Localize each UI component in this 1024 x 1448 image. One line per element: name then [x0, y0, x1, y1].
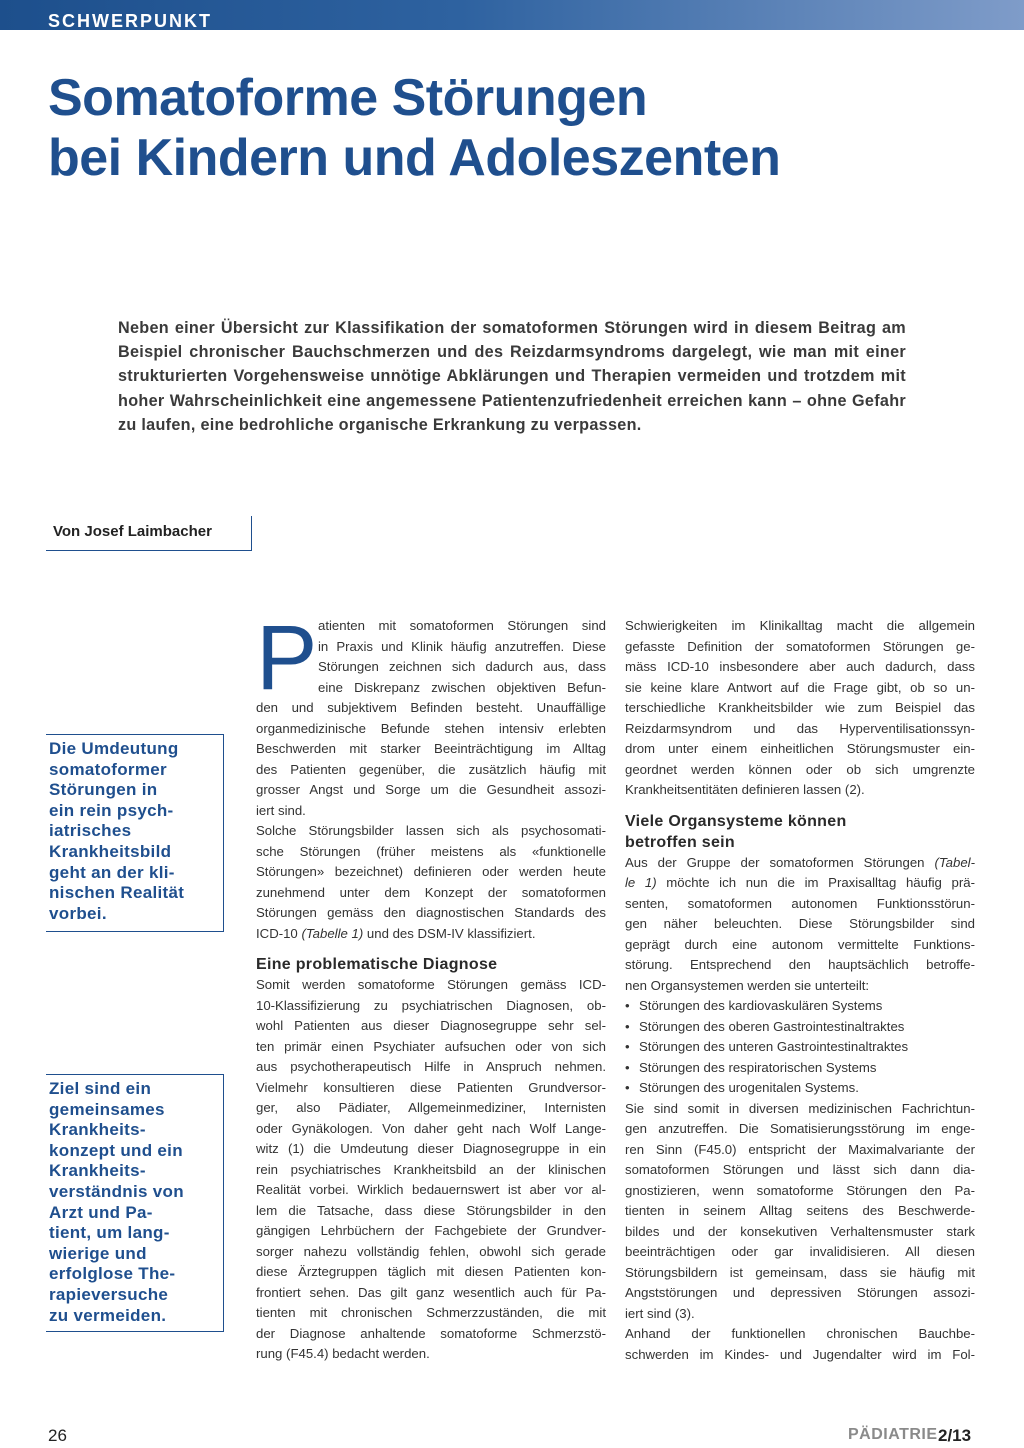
- text-line: rein psychiatrisches Krankheitsbild an der klinischen: [256, 1161, 606, 1177]
- text-line: Solche Störungsbilder lassen sich als psychosomati-: [256, 823, 606, 838]
- pull-quote-line: verständnis von: [49, 1181, 184, 1201]
- text-line: [625, 873, 975, 894]
- pull-quote-line: vorbei.: [49, 903, 107, 923]
- pull-quote-line: Krankheitsbild: [49, 841, 172, 861]
- text-line: schwerden im Kindes- und Jugendalter wird im Fol-: [625, 1346, 975, 1362]
- list-item-text: Störungen des unteren Gastrointestinaltraktes: [639, 1039, 909, 1054]
- text-line: nen Organsystemen werden sie unterteilt:: [625, 977, 870, 993]
- text-line: [256, 924, 606, 945]
- text-line: in Praxis und Klinik häufig anzutreffen. Diese: [318, 638, 606, 654]
- paragraph: [625, 1324, 975, 1365]
- pull-quote-line: geht an der kli-: [49, 862, 175, 882]
- subheading: Viele Organsysteme können: [625, 812, 847, 830]
- text-line: iert sind.: [256, 802, 306, 818]
- text-line: ger, also Pädiater, Allgemeinmediziner, Internisten: [256, 1100, 606, 1115]
- pull-quote-line: iatrisches: [49, 821, 132, 841]
- subheading: betroffen sein: [625, 833, 735, 851]
- text-line: eine Diskrepanz zwischen objektiven Befun-: [318, 679, 606, 695]
- text-line: Beschwerden mit starker Beeinträchtigung im Alltag: [256, 741, 606, 756]
- list-item: [625, 996, 975, 1017]
- text-line: sie keine klare Antwort auf die Frage gibt, ob so un-: [625, 679, 975, 695]
- text-line: wohl Patienten aus dieser Diagnosegruppe sehr sel-: [256, 1018, 606, 1033]
- text-line: Krankheitsentitäten definieren lassen (2).: [625, 782, 865, 797]
- text-line: gen näher beleuchten. Diese Störungsbilder sind: [625, 916, 975, 931]
- author-byline: Von Josef Laimbacher: [53, 523, 212, 540]
- text-line: mäss ICD-10 insbesondere aber auch dadurch, dass: [625, 659, 975, 674]
- list-item-text: Störungen des kardiovaskulären Systems: [639, 998, 883, 1013]
- spacer: [256, 944, 606, 950]
- text-line: gnostizieren, wenn somatoforme Störungen den Pa-: [625, 1182, 975, 1198]
- pull-quote: [46, 1074, 224, 1332]
- text-run: Aus der Gruppe der somatoformen Störungen: [625, 854, 935, 870]
- pull-quote-line: ein rein psych-: [49, 800, 174, 820]
- text-line: rung (F45.4) bedacht werden.: [256, 1346, 430, 1361]
- text-line: Störungen gemäss den diagnostischen Standards des: [256, 905, 606, 920]
- text-line: Realität vorbei. Wirklich bedauernswert ist aber vor al-: [256, 1182, 606, 1197]
- text-line: atienten mit somatoformen Störungen sind: [318, 618, 606, 633]
- title-line: Somatoforme Störungen: [48, 69, 648, 127]
- text-line: organmedizinische Befunde stehen intensiv erlebten: [256, 720, 606, 736]
- section-label: SCHWERPUNKT: [48, 11, 212, 31]
- journal-name: PÄDIATRIE: [848, 1426, 938, 1443]
- text-line: geordnet werden können oder ob sich umgrenzte: [625, 761, 975, 777]
- text-line: Angststörungen und depressiven Störungen assozi-: [625, 1285, 975, 1300]
- text-line: drom unter einem einheitlichen Störungsmuster ein-: [625, 741, 975, 756]
- article-title: [48, 68, 988, 188]
- text-line: tienten in seinem Alltag seitens des Beschwerde-: [625, 1203, 975, 1218]
- text-line: beeinträchtigen oder gar invalidisieren. All diesen: [625, 1244, 975, 1259]
- text-line: Reizdarmsyndrom und das Hyperventilisationssyn-: [625, 720, 975, 736]
- pull-quote: [46, 734, 224, 932]
- text-line: ren Sinn (F45.0) entspricht der Maximalvariante der: [625, 1141, 975, 1157]
- list-item-text: Störungen des oberen Gastrointestinaltraktes: [639, 1018, 905, 1034]
- text-line: Anhand der funktionellen chronischen Bauchbe-: [625, 1326, 975, 1341]
- table-reference: le 1): [625, 875, 657, 890]
- spacer: [625, 801, 975, 807]
- body-column-right: [625, 616, 975, 1365]
- text-line: gen anzutreffen. Die Somatisierungsstörung im enge-: [625, 1121, 975, 1136]
- list-item-text: Störungen des respiratorischen Systems: [639, 1059, 877, 1075]
- text-line: geprägt durch eine autonom vermittelte Funktions-: [625, 936, 975, 952]
- pull-quote-line: gemeinsames: [49, 1099, 165, 1119]
- text-line: sche Störungen (früher meistens als «funktionelle: [256, 843, 606, 859]
- text-line: Schwierigkeiten im Klinikalltag macht die allgemein: [625, 618, 975, 633]
- bullet-icon: •: [625, 1039, 630, 1054]
- text-line: Sie sind somit in diversen medizinischen Fachrichtun-: [625, 1100, 975, 1116]
- paragraph: [625, 1099, 975, 1304]
- text-line: Störungen» bezeichnet) definieren oder werden heute: [256, 864, 606, 879]
- bullet-icon: •: [625, 1080, 630, 1095]
- text-line: störung. Entsprechend den hauptsächlich betroffe-: [625, 957, 975, 972]
- section-bar: [0, 0, 1024, 30]
- text-line: terschiedliche Krankheitsbilder wie zum Beispiel das: [625, 700, 975, 715]
- list-item: [625, 1058, 975, 1079]
- paragraph: [625, 894, 975, 976]
- paragraph: [256, 821, 606, 924]
- pull-quote-line: nischen Realität: [49, 883, 185, 903]
- title-line: bei Kindern und Adoleszenten: [48, 129, 781, 187]
- list-item: [625, 1017, 975, 1038]
- text-line: zunehmend unter dem Konzept der somatoformen: [256, 884, 606, 900]
- pull-quote-line: tient, um lang-: [49, 1223, 170, 1243]
- text-line: diese Ärztegruppen täglich mit diesen Patienten kon-: [256, 1264, 606, 1279]
- table-reference: (Tabelle 1): [301, 925, 364, 941]
- text-line: 10-Klassifizierung zu psychiatrischen Diagnosen, ob-: [256, 997, 606, 1013]
- bullet-icon: •: [625, 1059, 630, 1075]
- pull-quote-line: Die Umdeutung: [49, 739, 179, 758]
- pull-quote-line: erfolglose The-: [49, 1264, 176, 1284]
- pull-quote-line: konzept und ein: [49, 1140, 183, 1160]
- text-run: und des DSM-IV klassifiziert.: [363, 925, 536, 941]
- bullet-list: [625, 996, 975, 1099]
- list-item-text: Störungen des urogenitalen Systems.: [639, 1080, 859, 1095]
- text-line: lem die Tatsache, dass diese Störungsbilder in den: [256, 1202, 606, 1218]
- pull-quote-line: Krankheits-: [49, 1161, 146, 1181]
- pull-quote-line: zu vermeiden.: [49, 1305, 167, 1325]
- text-run: ICD-10: [256, 925, 302, 941]
- text-line: frontiert sehen. Das gilt ganz wesentlich auch für Pa-: [256, 1284, 606, 1300]
- pull-quote-line: Krankheits-: [49, 1120, 146, 1140]
- text-line: Störungen zeichnen sich dadurch aus, dass: [318, 659, 606, 674]
- text-line: der Diagnose anhaltende somatoforme Schmerzstö-: [256, 1325, 606, 1341]
- text-line: Vielmehr konsultieren diese Patienten Grundversor-: [256, 1079, 606, 1095]
- pull-quote-line: wierige und: [49, 1243, 147, 1263]
- text-line: den und subjektivem Befinden besteht. Unauffällige: [256, 700, 606, 715]
- text-line: des Patienten gegenüber, die zusätzlich häufig mit: [256, 761, 606, 777]
- text-line: [625, 853, 975, 874]
- pull-quote-line: rapieversuche: [49, 1284, 169, 1304]
- paragraph: [256, 975, 606, 1344]
- text-line: Störungsbildern ist gemeinsam, dass sie häufig mit: [625, 1264, 975, 1280]
- list-item: [625, 1037, 975, 1058]
- drop-cap: P: [256, 607, 318, 709]
- text-line: gängigen Lehrbüchern der Fachgebiete der Grundver-: [256, 1223, 606, 1238]
- text-line: sorger nahezu vollständig fehlen, obwohl sich gerade: [256, 1243, 606, 1259]
- table-reference: (Tabel-: [934, 854, 975, 870]
- lead-paragraph: Neben einer Übersicht zur Klassifikation der somatoformen Störungen wird in diesem Beitrag am Beispiel chronischer Bauchschmerzen und des Reizdarmsyndroms dargelegt, wie man mit einer strukturierten Vorgehensweise unnötige Abklärungen und Therapien vermeiden und trotzdem mit hoher Wahrscheinlichkeit eine angemessene Patientenzufriedenheit erreichen kann – ohne Gefahr zu laufen, eine bedrohliche organische Erkrankung zu verpassen.: [118, 319, 906, 434]
- pull-quote-line: somatoformer: [49, 759, 167, 779]
- text-line: Somit werden somatoforme Störungen gemäss ICD-: [256, 977, 606, 992]
- text-run: möchte ich nun die im Praxisalltag häufig prä-: [656, 875, 975, 890]
- pull-quote-line: Arzt und Pa-: [49, 1202, 153, 1222]
- text-line: gefasste Definition der somatoformen Störungen ge-: [625, 638, 975, 654]
- text-line: somatoformen Störungen und lässt sich dann dia-: [625, 1162, 975, 1177]
- paragraph: [625, 616, 975, 780]
- page-number: 26: [48, 1426, 67, 1445]
- paragraph: [256, 698, 606, 801]
- text-line: ten primär einen Psychiater aufsuchen oder von sich: [256, 1038, 606, 1054]
- body-column-left: [256, 607, 606, 1365]
- text-line: oder Gynäkologen. Von daher geht nach Wolf Lange-: [256, 1120, 606, 1136]
- text-line: tienten mit chronischen Schmerzzuständen, die mit: [256, 1305, 606, 1320]
- text-line: aus psychotherapeutisch Hilfe in Anspruch nehmen.: [256, 1059, 606, 1074]
- text-line: witz (1) die Umdeutung dieser Diagnosegruppe in ein: [256, 1141, 606, 1156]
- bullet-icon: •: [625, 1018, 630, 1034]
- text-line: senten, somatoformen autonomen Funktionsstörun-: [625, 895, 975, 911]
- text-line: grosser Angst und Sorge um die Gesundheit assozi-: [256, 782, 606, 797]
- text-line: iert sind (3).: [625, 1305, 695, 1321]
- journal-issue: 2/13: [938, 1426, 972, 1445]
- text-line: bildes und der konsekutiven Verhaltensmuster stark: [625, 1223, 975, 1239]
- list-item: [625, 1078, 975, 1099]
- bullet-icon: •: [625, 998, 630, 1013]
- pull-quote-line: Ziel sind ein: [49, 1079, 152, 1098]
- subheading: Eine problematische Diagnose: [256, 956, 498, 973]
- pull-quote-line: Störungen in: [49, 780, 158, 800]
- byline-box: [46, 516, 252, 551]
